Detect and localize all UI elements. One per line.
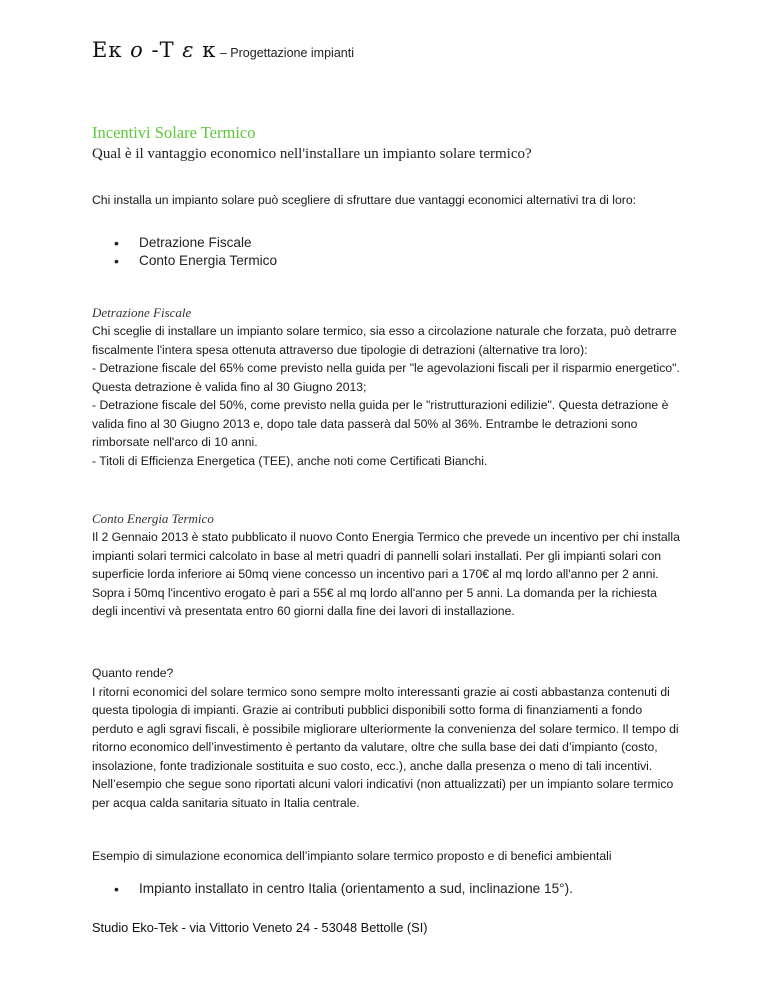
esempio-paragraph: Esempio di simulazione economica dell’impianto solare termico proposto e di benefici ambientali xyxy=(92,849,612,863)
list-item: • Detrazione Fiscale xyxy=(92,234,277,252)
detrazione-item: - Detrazione fiscale del 65% come previsto nella guida per "le agevolazioni fiscali per il risparmio energetico". Questa detrazione è valida fino al 30 Giugno 2013; xyxy=(92,361,680,394)
detrazione-item: - Titoli di Efficienza Energetica (TEE), anche noti come Certificati Bianchi. xyxy=(92,453,488,468)
section-heading: Quanto rende? xyxy=(92,666,174,680)
section-detrazione xyxy=(92,304,680,470)
section-text: Il 2 Gennaio 2013 è stato pubblicato il nuovo Conto Energia Termico che prevede un incentivo per chi installa impianti solari termici calcolato in base al metri quadri di pannelli solari installati. Per gli impianti solari con superficie lorda inferiore ai 50mq viene concesso un incentivo pari a 170€ al mq lordo all'anno per 2 anni. Sopra i 50mq l'incentivo erogato è pari a 55€ al mq lordo all'anno per 5 anni. La domanda per la richiesta degli incentivi và presentata entro 60 giorni dalla fine dei lavori di installazione. xyxy=(92,530,680,618)
header-subtitle: – Progettazione impianti xyxy=(216,46,354,60)
list-item: • Impianto installato in centro Italia (orientamento a sud, inclinazione 15°). xyxy=(92,880,573,898)
esempio-list xyxy=(92,880,573,898)
options-list xyxy=(92,234,277,270)
page-title: Incentivi Solare Termico xyxy=(92,123,256,142)
section-heading: Detrazione Fiscale xyxy=(92,305,192,320)
document-header xyxy=(92,38,354,62)
page-question: Qual è il vantaggio economico nell'installare un impianto solare termico? xyxy=(92,146,532,162)
company-logo: Εκ ο -Τ ε κ xyxy=(92,38,217,62)
section-heading: Conto Energia Termico xyxy=(92,511,214,526)
intro-paragraph: Chi installa un impianto solare può scegliere di sfruttare due vantaggi economici alternativi tra di loro: xyxy=(92,193,636,207)
section-text: I ritorni economici del solare termico sono sempre molto interessanti grazie ai costi abbastanza contenuti di questa tipologia di impianti. Grazie ai contributi pubblici disponibili sotto forma di finanziamenti a fondo perduto e agli sgravi fiscali, è possibile migliorare ulteriormente la convenienza del solare termico. Il tempo di ritorno economico dell’investimento è pertanto da valutare, oltre che sulla base dei dati d’impianto (costo, insolazione, fonte tradizionale sostituita e suo costo, ecc.), anche dalla presenza o meno di tali incentivi. Nell’esempio che segue sono riportati alcuni valori indicativi (non attualizzati) per un impianto solare termico per acqua calda sanitaria situato in Italia centrale. xyxy=(92,684,679,810)
section-quanto-rende xyxy=(92,664,680,812)
document-footer: Studio Eko-Tek - via Vittorio Veneto 24 - 53048 Bettolle (SI) xyxy=(92,920,428,935)
section-text: Chi sceglie di installare un impianto solare termico, sia esso a circolazione naturale che forzata, può detrarre fiscalmente l'intera spesa ottenuta attraverso due tipologie di detrazioni (alternative tra loro): xyxy=(92,324,677,357)
list-item: • Conto Energia Termico xyxy=(92,252,277,270)
section-conto-energia xyxy=(92,510,680,621)
detrazione-item: - Detrazione fiscale del 50%, come previsto nella guida per le "ristrutturazioni edilizie". Questa detrazione è valida fino al 30 Giugno 2013 e, dopo tale data passerà dal 50% al 36%. Entrambe le detrazioni sono rimborsate nell'arco di 10 anni. xyxy=(92,398,669,449)
